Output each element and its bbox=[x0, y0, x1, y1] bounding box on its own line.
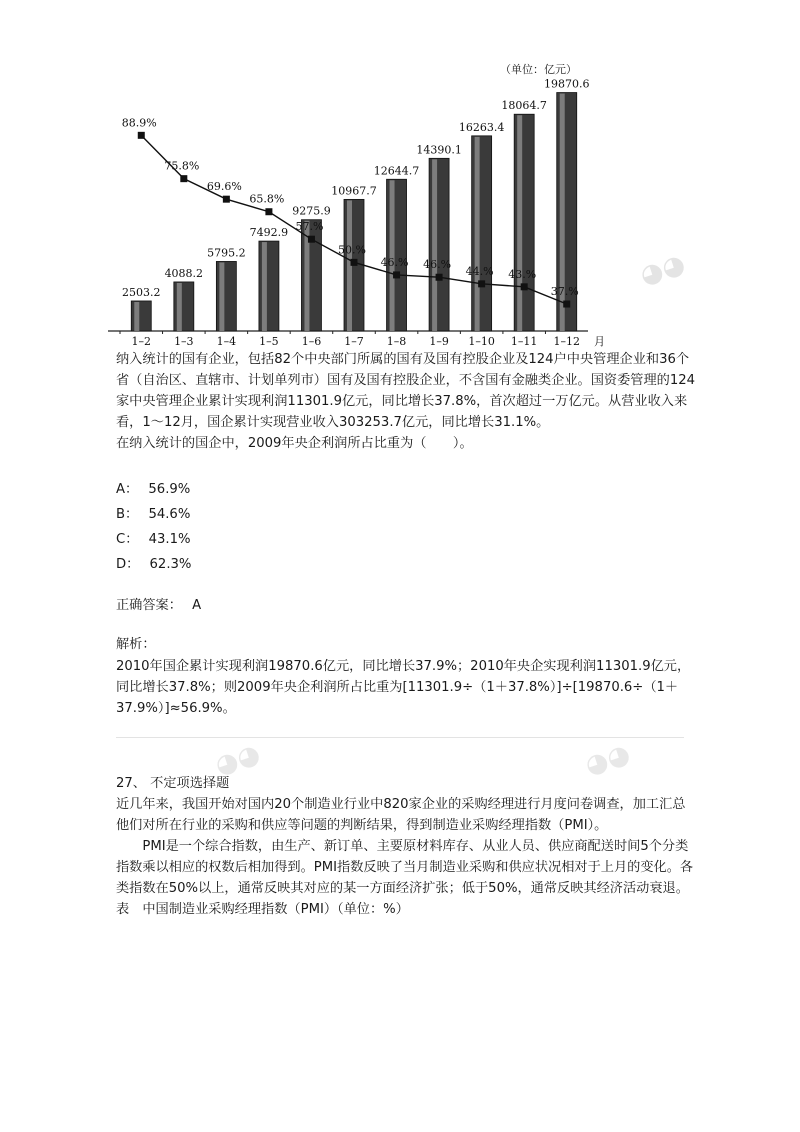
watermark-center-right: ◕◕ bbox=[581, 738, 634, 782]
passage-block bbox=[116, 349, 696, 454]
bar bbox=[174, 282, 194, 331]
x-tick-label: 1–2 bbox=[131, 335, 152, 348]
x-tick-label: 1–11 bbox=[510, 335, 538, 348]
unit-label: （单位：亿元） bbox=[500, 63, 577, 76]
growth-label: 43.% bbox=[508, 267, 537, 281]
x-tick-label: 1–5 bbox=[259, 335, 279, 348]
answer-label: 正确答案： bbox=[116, 598, 182, 613]
analysis-block bbox=[116, 656, 696, 719]
growth-label: 37.% bbox=[550, 285, 579, 299]
bar-highlight bbox=[432, 159, 437, 331]
growth-label: 46.% bbox=[380, 255, 409, 269]
growth-label: 44.% bbox=[465, 264, 494, 278]
option-key: B： bbox=[116, 507, 139, 522]
option-text: 54.6% bbox=[148, 507, 191, 522]
bar-highlight bbox=[475, 137, 480, 331]
analysis-label: 解析： bbox=[116, 637, 156, 652]
growth-marker bbox=[308, 236, 315, 243]
bar-value-label: 5795.2 bbox=[207, 246, 246, 260]
x-tick-label: 1–9 bbox=[429, 335, 449, 348]
growth-marker bbox=[563, 301, 570, 308]
option-text: 43.1% bbox=[148, 532, 191, 547]
bar-highlight bbox=[517, 115, 522, 331]
bar-highlight bbox=[134, 302, 139, 331]
growth-marker bbox=[393, 271, 400, 278]
growth-label: 69.6% bbox=[206, 180, 242, 194]
question27-heading: 27、 不定项选择题 bbox=[116, 776, 230, 791]
growth-marker bbox=[138, 132, 145, 139]
table-caption: 表 中国制造业采购经理指数（PMI）（单位：%） bbox=[116, 902, 409, 917]
growth-label: 75.8% bbox=[164, 159, 200, 173]
bar-value-label: 4088.2 bbox=[164, 266, 204, 280]
bar-value-label: 19870.6 bbox=[543, 77, 590, 91]
x-tick-label: 1–4 bbox=[216, 335, 237, 348]
bar-value-label: 9275.9 bbox=[292, 204, 331, 218]
answer-value: A bbox=[192, 598, 202, 613]
x-tick-label: 1–3 bbox=[174, 335, 194, 348]
bar-value-label: 12644.7 bbox=[373, 164, 420, 178]
analysis-text: 2010年国企累计实现利润19870.6亿元，同比增长37.9%；2010年央企实现利润11301.9亿元，同比增长37.8%；则2009年央企利润所占比重为[11301.9÷（1＋37.8%）]÷[19870.6÷（1＋37.9%）]≈56.9%。 bbox=[116, 659, 691, 716]
watermark-right: ◕◕ bbox=[636, 248, 689, 292]
x-tick-label: 1–12 bbox=[553, 335, 580, 348]
x-tick-label: 1–8 bbox=[386, 335, 407, 348]
bar-value-label: 7492.9 bbox=[249, 226, 289, 240]
option-key: D： bbox=[116, 557, 140, 572]
option-key: A： bbox=[116, 482, 139, 497]
growth-label: 57.% bbox=[295, 220, 324, 234]
growth-marker bbox=[265, 208, 272, 215]
x-tick-label: 1–6 bbox=[301, 335, 322, 348]
growth-label: 88.9% bbox=[121, 116, 157, 130]
option-c[interactable] bbox=[116, 528, 191, 547]
profit-bar-chart bbox=[100, 55, 620, 355]
bar-value-label: 16263.4 bbox=[458, 120, 505, 134]
correct-answer bbox=[116, 594, 201, 613]
bar-highlight bbox=[177, 283, 182, 331]
growth-marker bbox=[478, 280, 485, 287]
growth-label: 65.8% bbox=[249, 192, 285, 206]
bar-value-label: 2503.2 bbox=[122, 285, 161, 299]
bar-highlight bbox=[219, 262, 224, 331]
passage-paragraph: 纳入统计的国有企业，包括82个中央部门所属的国有及国有控股企业及124户中央管理企业和36个省（自治区、直辖市、计划单列市）国有及国有控股企业，不含国有金融类企业。国资委管理的124家中央管理企业累计实现利润11301.9亿元，同比增长37.8%，首次超过一万亿元。从营业收入来看，1～12月，国企累计实现营业收入303253.7亿元，同比增长31.1%。 bbox=[116, 352, 696, 430]
x-tick-label: 1–10 bbox=[468, 335, 495, 348]
growth-marker bbox=[351, 259, 358, 266]
growth-marker bbox=[521, 283, 528, 290]
growth-marker bbox=[180, 175, 187, 182]
divider bbox=[116, 737, 684, 738]
growth-label: 46.% bbox=[423, 258, 452, 272]
watermark-center: ◕◕ bbox=[211, 738, 264, 782]
question27-block bbox=[116, 773, 696, 920]
growth-label: 50.% bbox=[338, 243, 366, 257]
option-a[interactable] bbox=[116, 478, 190, 497]
growth-marker bbox=[436, 274, 443, 281]
option-key: C： bbox=[116, 532, 139, 547]
option-b[interactable] bbox=[116, 503, 190, 522]
x-axis-suffix: 月 bbox=[594, 335, 605, 348]
growth-marker bbox=[223, 196, 230, 203]
x-tick-label: 1–7 bbox=[344, 335, 364, 348]
question27-paragraph-2: PMI是一个综合指数，由生产、新订单、主要原材料库存、从业人员、供应商配送时间5个分类指数乘以相应的权数后相加得到。PMI指数反映了当月制造业采购和供应状况相对于上月的变化。各类指数在50%以上，通常反映其对应的某一方面经济扩张；低于50%，通常反映其经济活动衰退。 bbox=[116, 839, 694, 896]
bar-highlight bbox=[262, 242, 267, 331]
option-text: 56.9% bbox=[148, 482, 191, 497]
bar-value-label: 14390.1 bbox=[416, 143, 462, 157]
question27-paragraph-1: 近几年来，我国开始对国内20个制造业行业中820家企业的采购经理进行月度问卷调查，加工汇总他们对所在行业的采购和供应等问题的判断结果，得到制造业采购经理指数（PMI）。 bbox=[116, 797, 686, 833]
option-text: 62.3% bbox=[149, 557, 192, 572]
option-d[interactable] bbox=[116, 553, 191, 572]
bar-value-label: 18064.7 bbox=[501, 99, 547, 113]
bar-value-label: 10967.7 bbox=[331, 184, 377, 198]
question-stem: 在纳入统计的国企中，2009年央企利润所占比重为（ ）。 bbox=[116, 436, 473, 451]
